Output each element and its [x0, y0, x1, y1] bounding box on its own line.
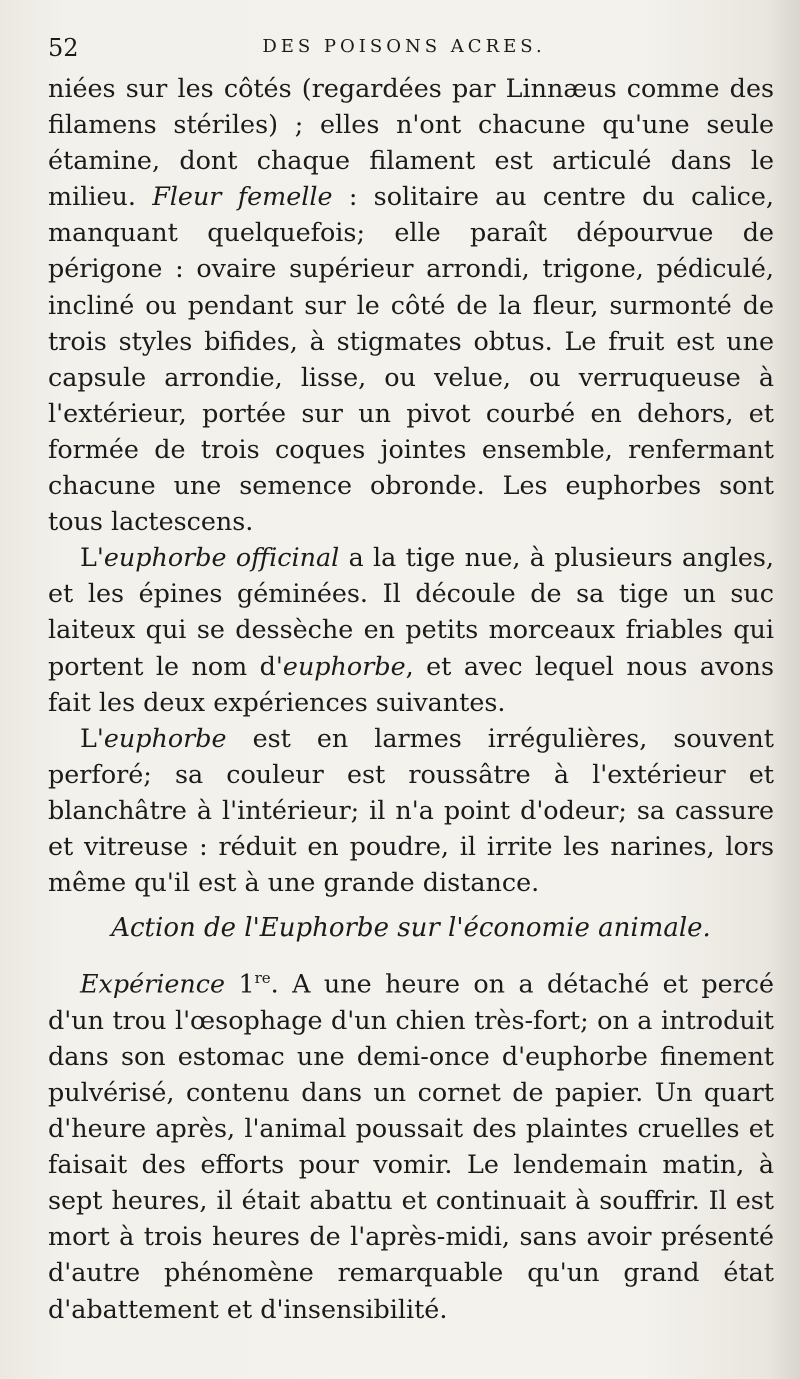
page-body	[48, 70, 774, 1327]
paragraph-4	[48, 960, 774, 1326]
paragraph-1-italic: Fleur femelle	[152, 181, 333, 212]
paragraph-4-italic: Expérience	[80, 968, 226, 999]
paragraph-2-text: a la tige nue, à plusieurs angles, et les épines géminées. Il découle de sa tige un suc laiteux qui se dessèche en petits morceaux friables qui portent le nom d'	[48, 542, 774, 681]
section-heading: Action de l'Euphorbe sur l'économie animale.	[111, 913, 711, 944]
paragraph-3	[48, 720, 774, 900]
paragraph-3-lead: L'	[80, 722, 104, 753]
paragraph-2-lead: L'	[80, 542, 104, 573]
paragraph-2-italic-2: euphorbe	[282, 650, 406, 681]
paragraph-1	[48, 70, 774, 539]
paragraph-1-rest: : solitaire au centre du calice, manquant quelquefois; elle paraît dépourvue de périgone : ovaire supérieur arrondi, trigone, pédiculé, incliné ou pendant sur le côté de la fleur, surmonté de trois styles bifides, à stigmates obtus. Le fruit est une capsule arrondie, lisse, ou velue, ou verruqueuse à l'extérieur, portée sur un pivot courbé en dehors, et formée de trois coques jointes ensemble, renfermant chacune une semence obronde. Les euphorbes sont tous lactescens.	[48, 181, 774, 537]
paragraph-3-text: est en larmes irrégulières, souvent perforé; sa couleur est roussâtre à l'extérieur et blanchâtre à l'intérieur; il n'a point d'odeur; sa cassure et vitreuse : réduit en poudre, il irrite les narines, lors même qu'il est à une grande distance.	[48, 722, 774, 898]
paragraph-2-italic: euphorbe officinal	[103, 542, 340, 573]
paragraph-4-text: . A une heure on a détaché et percé d'un trou l'œsophage d'un chien très-fort; on a introduit dans son estomac une demi-once d'euphorbe finement pulvérisé, contenu dans un cornet de papier. Un quart d'heure après, l'animal poussait des plaintes cruelles et faisait des efforts pour vomir. Le lendemain matin, à sept heures, il était abattu et continuait à souffrir. Il est mort à trois heures de l'après-midi, sans avoir présenté d'autre phénomène remarquable qu'un grand état d'abattement et d'insensibilité.	[48, 968, 774, 1324]
paragraph-1-text: niées sur les côtés (regardées par Linnæus comme des filamens stériles) ; elles n'ont chacune qu'une seule étamine, dont chaque filament est articulé dans le milieu.	[48, 73, 774, 212]
page-number: 52	[48, 34, 79, 62]
paragraph-2	[48, 539, 774, 719]
paragraph-3-italic: euphorbe	[103, 722, 227, 753]
paragraph-4-superscript: re	[254, 969, 271, 988]
paragraph-4-ordinal: 1	[225, 968, 255, 999]
running-head: DES POISONS ACRES.	[262, 36, 546, 57]
paragraph-2-rest: , et avec lequel nous avons fait les deux expériences suivantes.	[48, 650, 774, 717]
page-header	[48, 34, 760, 66]
